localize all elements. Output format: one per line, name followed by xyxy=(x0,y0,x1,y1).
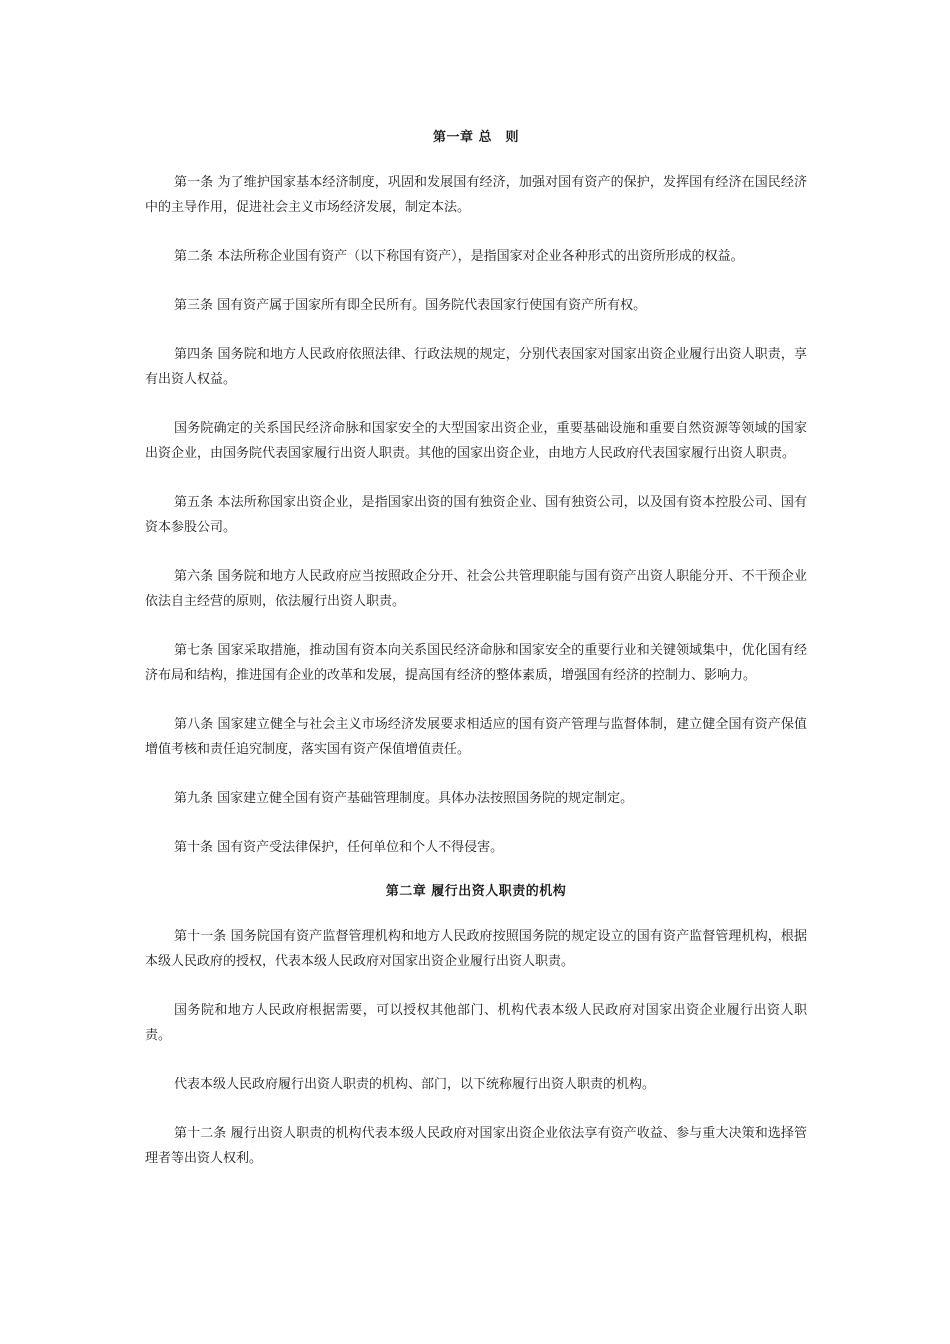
article-1: 第一条 为了维护国家基本经济制度，巩固和发展国有经济，加强对国有资产的保护，发挥国有经济在国民经济中的主导作用，促进社会主义市场经济发展，制定本法。 xyxy=(145,175,807,215)
article-3: 第三条 国有资产属于国家所有即全民所有。国务院代表国家行使国有资产所有权。 xyxy=(174,298,647,313)
article-2: 第二条 本法所称企业国有资产（以下称国有资产），是指国家对企业各种形式的出资所形成的权益。 xyxy=(174,249,744,264)
article-7: 第七条 国家采取措施，推动国有资本向关系国民经济命脉和国家安全的重要行业和关键领域集中，优化国有经济布局和结构，推进国有企业的改革和发展，提高国有经济的整体素质，增强国有经济的控制力、影响力。 xyxy=(145,643,807,683)
article-8: 第八条 国家建立健全与社会主义市场经济发展要求相适应的国有资产管理与监督体制，建立健全国有资产保值增值考核和责任追究制度，落实国有资产保值增值责任。 xyxy=(145,717,807,757)
article-4: 第四条 国务院和地方人民政府依照法律、行政法规的规定，分别代表国家对国家出资企业履行出资人职责，享有出资人权益。 xyxy=(145,347,807,387)
article-5: 第五条 本法所称国家出资企业，是指国家出资的国有独资企业、国有独资公司，以及国有资本控股公司、国有资本参股公司。 xyxy=(145,495,807,535)
article-6: 第六条 国务院和地方人民政府应当按照政企分开、社会公共管理职能与国有资产出资人职能分开、不干预企业依法自主经营的原则，依法履行出资人职责。 xyxy=(145,569,807,609)
article-9: 第九条 国家建立健全国有资产基础管理制度。具体办法按照国务院的规定制定。 xyxy=(174,791,634,806)
chapter-1-title: 第一章 总 则 xyxy=(432,130,520,145)
article-12: 第十二条 履行出资人职责的机构代表本级人民政府对国家出资企业依法享有资产收益、参与重大决策和选择管理者等出资人权利。 xyxy=(145,1126,807,1166)
article-4-paragraph-2: 国务院确定的关系国民经济命脉和国家安全的大型国家出资企业，重要基础设施和重要自然资源等领域的国家出资企业，由国务院代表国家履行出资人职责。其他的国家出资企业，由地方人民政府代表国家履行出资人职责。 xyxy=(145,421,807,461)
article-11-paragraph-2: 国务院和地方人民政府根据需要，可以授权其他部门、机构代表本级人民政府对国家出资企业履行出资人职责。 xyxy=(145,1003,807,1043)
chapter-2-title: 第二章 履行出资人职责的机构 xyxy=(385,884,567,899)
article-11-paragraph-3: 代表本级人民政府履行出资人职责的机构、部门，以下统称履行出资人职责的机构。 xyxy=(174,1077,656,1092)
document-body xyxy=(145,128,807,1171)
article-11: 第十一条 国务院国有资产监督管理机构和地方人民政府按照国务院的规定设立的国有资产监督管理机构，根据本级人民政府的授权，代表本级人民政府对国家出资企业履行出资人职责。 xyxy=(145,929,807,969)
article-10: 第十条 国有资产受法律保护，任何单位和个人不得侵害。 xyxy=(174,840,504,855)
